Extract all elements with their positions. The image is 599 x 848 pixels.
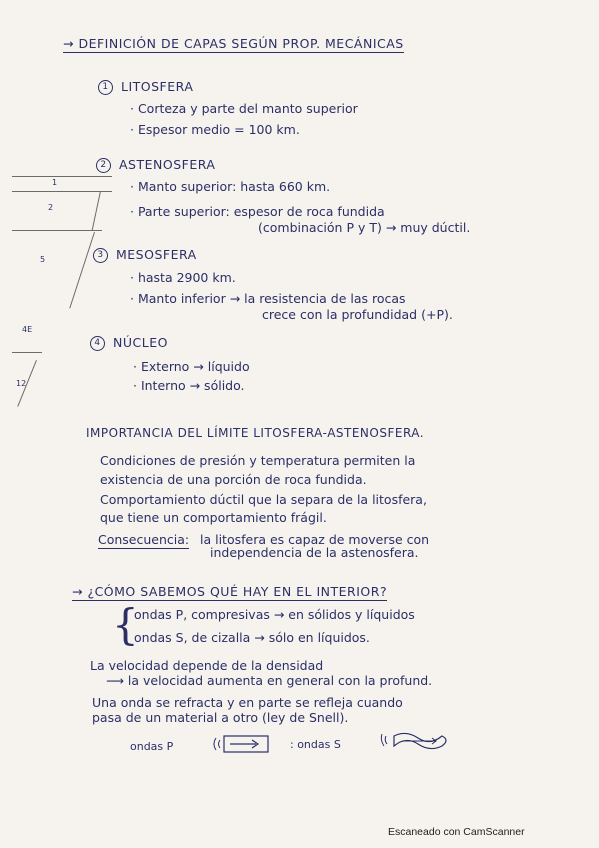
- importance-line-2: existencia de una porción de roca fundida.: [100, 472, 367, 487]
- margin-mark-3: 5: [40, 255, 46, 264]
- s-wave-sketch: [378, 728, 458, 754]
- margin-mark-2: 2: [48, 203, 54, 212]
- wave-line-p: ondas P, compresivas → en sólidos y líquidos: [134, 607, 415, 622]
- margin-line-1: [12, 176, 112, 177]
- layer-2-heading: 2 ASTENOSFERA: [96, 158, 215, 173]
- layer-2-line-3: (combinación P y T) → muy dúctil.: [258, 220, 471, 235]
- layer-1-heading: 1 LITOSFERA: [98, 80, 193, 95]
- scanner-watermark: Escaneado con CamScanner: [388, 826, 525, 838]
- consequence-line-1: la litosfera es capaz de moverse con: [200, 532, 430, 547]
- layer-1-line-2: · Espesor medio = 100 km.: [130, 122, 300, 137]
- margin-mark-1: 1: [52, 178, 58, 187]
- margin-line-3: [12, 230, 102, 231]
- importance-line-3: Comportamiento dúctil que la separa de la litosfera,: [100, 492, 427, 507]
- layer-2-line-1: · Manto superior: hasta 660 km.: [130, 179, 331, 194]
- layer-3-line-3: crece con la profundidad (+P).: [262, 307, 453, 322]
- margin-line-4: [12, 352, 42, 353]
- p-wave-sketch: [212, 734, 272, 756]
- label-ondas-p: ondas P: [130, 740, 174, 753]
- number-badge: 1: [98, 80, 113, 95]
- number-badge: 4: [90, 336, 105, 351]
- importance-heading: IMPORTANCIA DEL LÍMITE LITOSFERA-ASTENOSFERA.: [86, 426, 425, 440]
- page-title: → DEFINICIÓN DE CAPAS SEGÚN PROP. MECÁNICAS: [63, 36, 404, 51]
- margin-line-2: [12, 191, 112, 192]
- interior-line-2: ⟶ la velocidad aumenta en general con la profund.: [106, 673, 433, 688]
- interior-line-3: Una onda se refracta y en parte se refleja cuando: [92, 695, 403, 710]
- margin-line-6: [69, 232, 95, 308]
- margin-mark-5: 12: [16, 379, 27, 388]
- margin-mark-4: 4E: [22, 325, 33, 334]
- wave-line-s: ondas S, de cizalla → sólo en líquidos.: [134, 630, 370, 645]
- number-badge: 3: [93, 248, 108, 263]
- layer-3-line-1: · hasta 2900 km.: [130, 270, 236, 285]
- layer-2-line-2: · Parte superior: espesor de roca fundida: [130, 204, 385, 219]
- consequence-line-2: independencia de la astenosfera.: [210, 545, 419, 560]
- interior-heading: → ¿CÓMO SABEMOS QUÉ HAY EN EL INTERIOR?: [72, 584, 388, 599]
- curly-brace: {: [112, 600, 139, 649]
- layer-4-heading: 4 NÚCLEO: [90, 336, 168, 351]
- layer-1-line-1: · Corteza y parte del manto superior: [130, 101, 358, 116]
- interior-line-4: pasa de un material a otro (ley de Snell).: [92, 710, 349, 725]
- number-badge: 2: [96, 158, 111, 173]
- interior-line-1: La velocidad depende de la densidad: [90, 658, 324, 673]
- layer-4-line-1: · Externo → líquido: [133, 359, 250, 374]
- layer-3-line-2: · Manto inferior → la resistencia de las rocas: [130, 291, 406, 306]
- importance-line-4: que tiene un comportamiento frágil.: [100, 510, 327, 525]
- margin-line-5: [92, 191, 101, 230]
- label-ondas-s: : ondas S: [290, 738, 341, 751]
- consequence-label: Consecuencia:: [98, 532, 190, 547]
- layer-3-heading: 3 MESOSFERA: [93, 248, 197, 263]
- layer-4-line-2: · Interno → sólido.: [133, 378, 245, 393]
- importance-line-1: Condiciones de presión y temperatura permiten la: [100, 453, 416, 468]
